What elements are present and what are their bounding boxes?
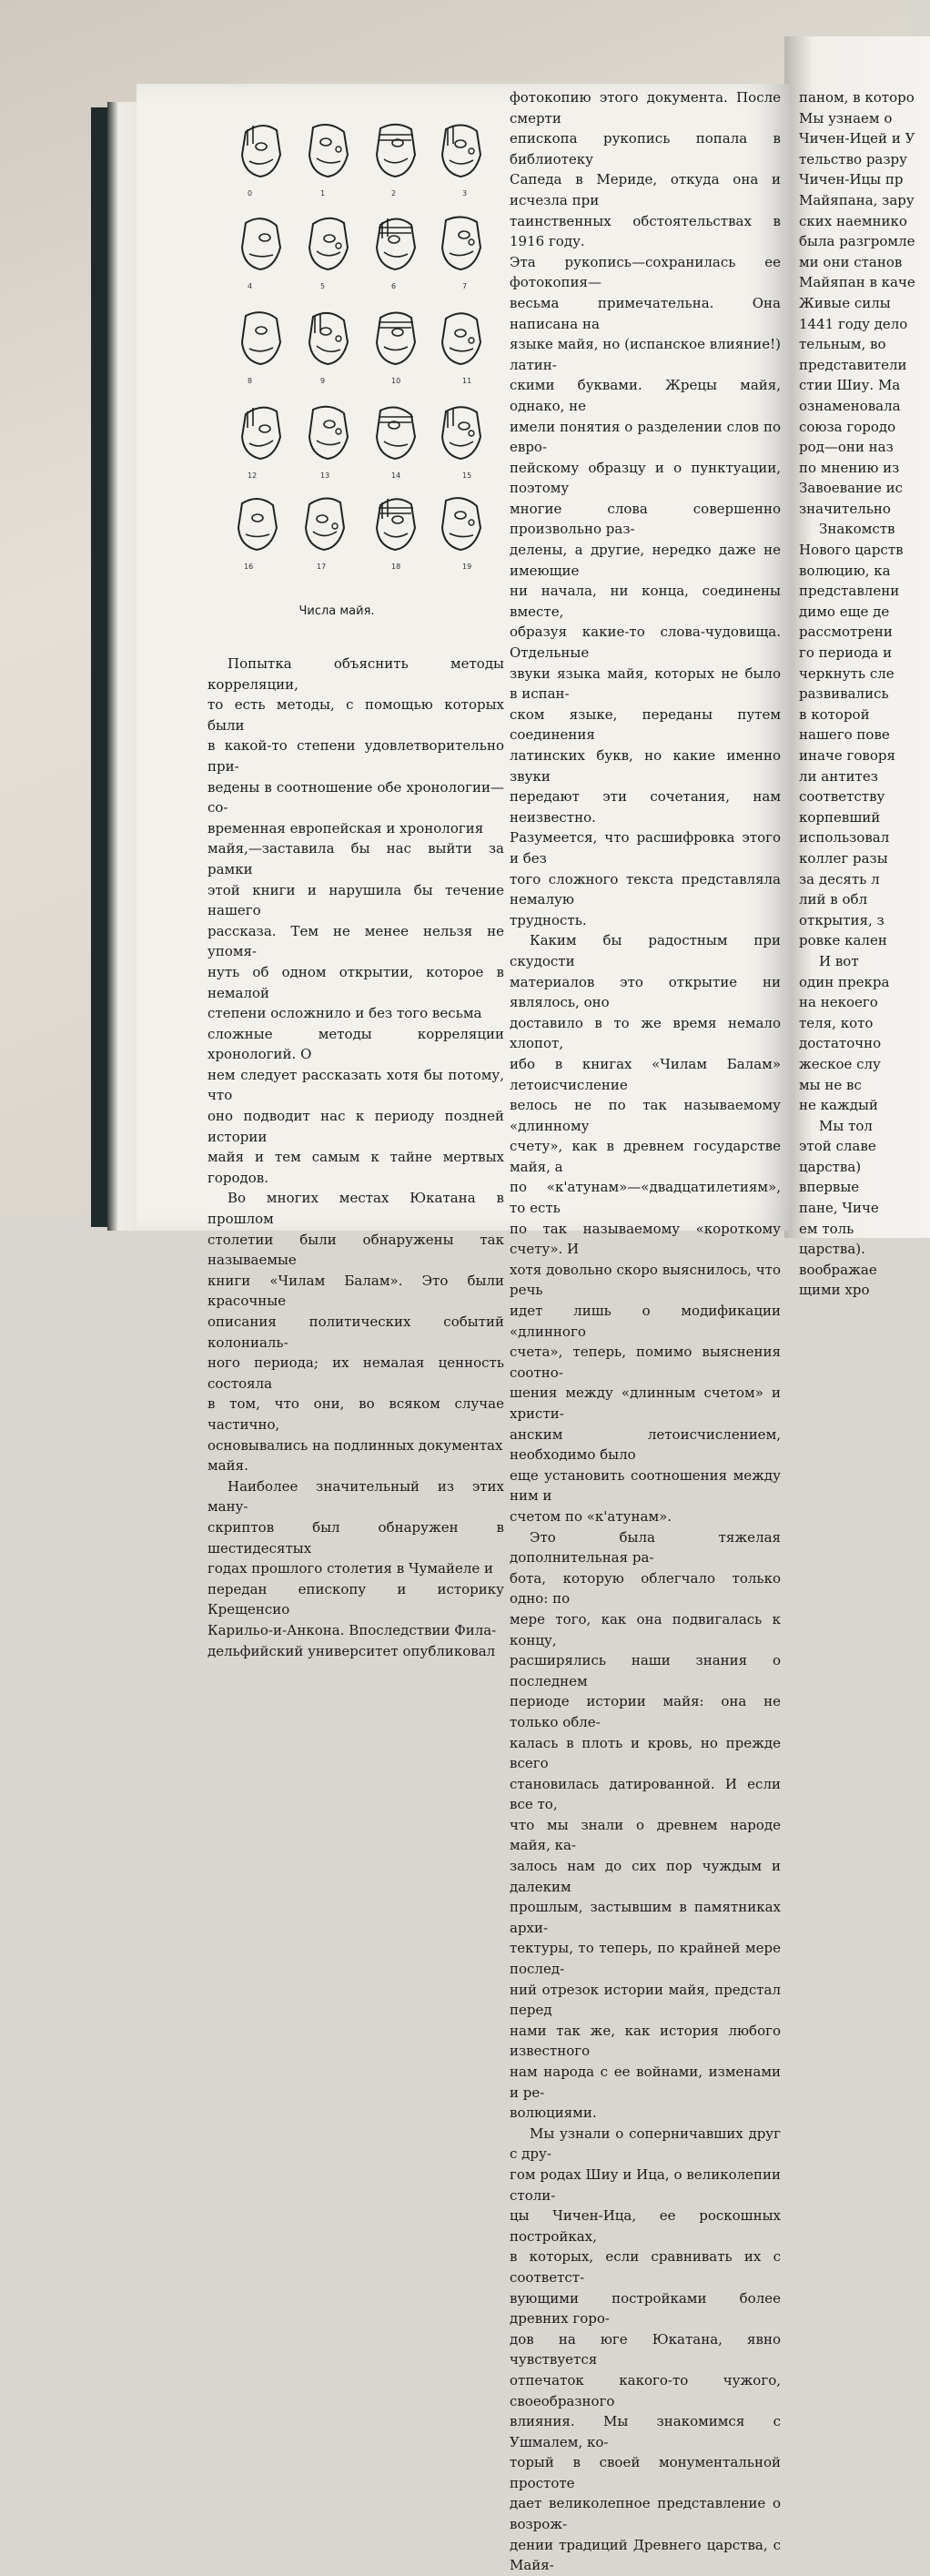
- text-line: лий в обл: [799, 891, 868, 908]
- text-line: царства): [799, 1158, 862, 1175]
- text-line: корпевший: [799, 808, 881, 826]
- text-line: Каким бы радостным при скудости: [510, 932, 781, 969]
- text-line: латинских букв, но какие именно звуки: [510, 747, 781, 785]
- maya-numeral-glyph: [435, 118, 488, 182]
- text-line: залось нам до сих пор чуждым и далеким: [510, 1858, 781, 1895]
- maya-numeral-glyph: [435, 211, 488, 275]
- text-line: скими буквами. Жрецы майя, однако, не: [510, 377, 781, 414]
- maya-numeral-glyph: [369, 306, 422, 370]
- text-line: в том, что они, во всяком случае частично,: [207, 1395, 504, 1433]
- text-line: столетии были обнаружены так называемые: [207, 1231, 504, 1269]
- maya-numeral-glyph: [369, 401, 422, 464]
- text-line: пейскому образцу и о пунктуации, поэтому: [510, 459, 781, 497]
- text-line: имели понятия о разделении слов по евро-: [510, 418, 781, 456]
- text-line: по мнению из: [799, 459, 900, 476]
- text-line: анским летоисчислением, необходимо было: [510, 1425, 781, 1464]
- maya-numeral-glyph: [435, 306, 488, 370]
- text-line: один прекра: [799, 973, 890, 990]
- text-line: димо еще де: [799, 603, 890, 620]
- text-line: дов на юге Юкатана, явно чувствуется: [510, 2330, 781, 2368]
- text-line: то есть методы, с помощью которых были: [207, 696, 504, 734]
- text-line: мы не вс: [799, 1076, 862, 1093]
- text-line: торый в своей монументальной простоте: [510, 2454, 781, 2491]
- left-text-column: [207, 654, 504, 1661]
- text-line: майя,—заставила бы нас выйти за рамки: [207, 840, 504, 877]
- text-line: ском языке, переданы путем соединения: [510, 705, 781, 744]
- text-line: вующими постройками более древних горо-: [510, 2289, 781, 2328]
- maya-numeral-glyph: [302, 306, 355, 370]
- text-line: временная европейская и хронология: [207, 819, 484, 837]
- text-line: царства).: [799, 1241, 865, 1258]
- text-line: нашего пове: [799, 726, 890, 744]
- text-line: калась в плоть и кровь, но прежде всего: [510, 1734, 781, 1772]
- right-page-text-column: [799, 87, 915, 1301]
- text-line: по «к'атунам»—«двадцатилетиям», то есть: [510, 1179, 781, 1217]
- maya-numeral-glyph: [302, 211, 355, 275]
- text-line: хотя довольно скоро выяснилось, что речь: [510, 1261, 781, 1299]
- text-line: майя.: [207, 1457, 248, 1475]
- text-line: дает великолепное представление о возрож-: [510, 2495, 781, 2533]
- text-line: впервые: [799, 1179, 860, 1196]
- text-line: становилась датированной. И если все то,: [510, 1775, 781, 1813]
- text-line: достаточно: [799, 1035, 882, 1052]
- text-line: прошлым, застывшим в памятниках архи-: [510, 1899, 781, 1936]
- glyph-number-label: 16: [244, 563, 254, 571]
- figure-caption: Числа майя.: [298, 604, 375, 618]
- middle-text-column: [510, 87, 781, 2576]
- maya-numeral-glyph: [369, 492, 422, 555]
- text-line: этой славе: [799, 1138, 876, 1155]
- text-line: Это была тяжелая дополнительная ра-: [510, 1528, 781, 1567]
- text-line: нуть об одном открытии, которое в немалой: [207, 963, 504, 1001]
- text-line: Майяпана, зару: [799, 191, 915, 208]
- text-line: ровке кален: [799, 932, 887, 949]
- text-line: этой книги и нарушила бы течение нашего: [207, 881, 504, 919]
- text-line: волюциями.: [510, 2104, 597, 2122]
- text-line: Разумеется, что расшифровка этого и без: [510, 829, 781, 867]
- maya-numeral-glyph: [369, 118, 422, 182]
- text-line: го периода и: [799, 644, 893, 662]
- text-line: пане, Чиче: [799, 1200, 879, 1217]
- text-line: рассмотрени: [799, 624, 893, 641]
- text-line: Мы тол: [819, 1117, 873, 1134]
- text-line: паном, в которо: [799, 89, 915, 106]
- text-line: стии Шиу. Ма: [799, 377, 901, 394]
- text-line: была разгромле: [799, 233, 915, 250]
- text-line: 1441 году дело: [799, 315, 908, 332]
- text-line: значительно: [799, 500, 891, 517]
- text-line: нами так же, как история любого известного: [510, 2022, 781, 2060]
- text-line: ем толь: [799, 1220, 854, 1237]
- maya-numeral-glyph: [369, 211, 422, 275]
- text-line: ведены в соотношение обе хронологии—со-: [207, 778, 504, 816]
- text-line: оно подводит нас к периоду поздней истории: [207, 1108, 504, 1145]
- maya-numeral-glyph: [302, 118, 355, 182]
- text-line: скриптов был обнаружен в шестидесятых: [207, 1518, 504, 1557]
- text-line: волюцию, ка: [799, 562, 891, 579]
- glyph-number-label: 19: [462, 563, 472, 571]
- glyph-number-label: 9: [320, 377, 326, 385]
- text-line: передан епископу и историку Крещенсио: [207, 1580, 504, 1618]
- text-line: образуя какие-то слова-чудовища. Отдельные: [510, 624, 781, 662]
- glyph-number-label: 17: [317, 563, 327, 571]
- glyph-number-label: 7: [462, 282, 468, 290]
- text-line: фотокопию этого документа. После смерти: [510, 89, 781, 127]
- text-line: ознаменовала: [799, 397, 901, 414]
- text-line: языке майя, но (испанское влияние!) латин-: [510, 336, 781, 373]
- text-line: епископа рукопись попала в библиотеку: [510, 130, 781, 167]
- text-line: ний отрезок истории майя, предстал перед: [510, 1981, 781, 2019]
- glyph-number-label: 4: [248, 282, 253, 290]
- text-line: Чичен-Ицы пр: [799, 171, 904, 188]
- glyph-number-label: 5: [320, 282, 326, 290]
- text-line: союза городо: [799, 418, 896, 435]
- text-line: воображае: [799, 1261, 877, 1278]
- text-line: ских наемнико: [799, 212, 907, 229]
- text-line: род—они наз: [799, 439, 894, 456]
- text-line: коллег разы: [799, 849, 888, 867]
- text-line: Наиболее значительный из этих ману-: [207, 1477, 504, 1516]
- text-line: счетом по «к'атунам».: [510, 1507, 672, 1525]
- text-line: Мы узнаем о: [799, 109, 893, 127]
- glyph-number-label: 2: [391, 189, 397, 198]
- text-line: мере того, как она подвигалась к концу,: [510, 1610, 781, 1648]
- text-line: развивались: [799, 685, 889, 703]
- glyph-number-label: 3: [462, 189, 468, 198]
- text-line: в какой-то степени удовлетворительно при-: [207, 737, 504, 775]
- text-line: годах прошлого столетия в Чумайеле и: [207, 1560, 494, 1577]
- text-line: влияния. Мы знакомимся с Ушмалем, ко-: [510, 2413, 781, 2450]
- text-line: нам народа с ее войнами, изменами и ре-: [510, 2064, 781, 2101]
- glyph-number-label: 15: [462, 472, 472, 480]
- text-line: Майяпан в каче: [799, 274, 915, 291]
- text-line: отпечаток какого-то чужого, своеобразного: [510, 2371, 781, 2409]
- glyph-number-label: 1: [320, 189, 326, 198]
- glyph-number-label: 18: [391, 563, 401, 571]
- text-line: шения между «длинным счетом» и христи-: [510, 1384, 781, 1422]
- maya-numeral-glyph: [231, 492, 284, 555]
- maya-numeral-glyph: [435, 401, 488, 464]
- glyph-number-label: 8: [248, 377, 253, 385]
- text-line: описания политических событий колониаль-: [207, 1313, 504, 1351]
- text-line: Знакомств: [819, 521, 895, 538]
- text-line: периоде истории майя: она не только обле-: [510, 1693, 781, 1730]
- text-line: счету», как в древнем государстве майя, а: [510, 1138, 781, 1175]
- glyph-number-label: 0: [248, 189, 253, 198]
- maya-numeral-glyph: [235, 118, 288, 182]
- text-line: использовал: [799, 829, 890, 847]
- text-line: по так называемому «короткому счету». И: [510, 1220, 781, 1258]
- text-line: ми они станов: [799, 253, 903, 270]
- text-line: многие слова совершенно произвольно раз-: [510, 500, 781, 538]
- maya-numeral-glyph: [302, 401, 355, 464]
- text-line: весьма примечательна. Она написана на: [510, 294, 781, 332]
- text-line: трудность.: [510, 911, 587, 928]
- text-line: Эта рукопись—сохранилась ее фотокопия—: [510, 253, 781, 291]
- text-line: в которых, если сравнивать их с соответст-: [510, 2248, 781, 2286]
- text-line: цы Чичен-Ица, ее роскошных постройках,: [510, 2207, 781, 2245]
- maya-numeral-glyph: [235, 306, 288, 370]
- text-line: представители: [799, 356, 907, 373]
- text-line: того сложного текста представляла немалую: [510, 870, 781, 908]
- text-line: жеское слу: [799, 1055, 881, 1072]
- text-line: ного периода; их немалая ценность состояла: [207, 1354, 504, 1392]
- maya-numeral-glyph: [235, 211, 288, 275]
- glyph-number-label: 12: [248, 472, 258, 480]
- text-line: передают эти сочетания, нам неизвестно.: [510, 788, 781, 826]
- text-line: И вот: [819, 952, 859, 969]
- text-line: ли антитез: [799, 767, 878, 785]
- text-line: Завоевание ис: [799, 480, 904, 497]
- text-line: материалов это открытие ни являлось, оно: [510, 973, 781, 1011]
- text-line: гом родах Шиу и Ица, о великолепии столи-: [510, 2165, 781, 2204]
- text-line: на некоего: [799, 994, 878, 1011]
- text-line: Во многих местах Юкатана в прошлом: [207, 1190, 504, 1228]
- text-line: таинственных обстоятельствах в 1916 году.: [510, 212, 781, 250]
- text-line: щими хро: [799, 1282, 870, 1299]
- text-line: счета», теперь, помимо выяснения соотно-: [510, 1344, 781, 1381]
- text-line: не каждый: [799, 1097, 878, 1114]
- text-line: доставило в то же время немало хлопот,: [510, 1014, 781, 1052]
- text-line: сложные методы корреляции хронологий. О: [207, 1025, 504, 1063]
- glyph-number-label: 13: [320, 472, 330, 480]
- text-line: ибо в книгах «Чилам Балам» летоисчисление: [510, 1055, 781, 1093]
- glyph-number-label: 10: [391, 377, 401, 385]
- text-line: Мы узнали о соперничавших друг с дру-: [510, 2125, 781, 2163]
- text-line: ни начала, ни конца, соединены вместе,: [510, 583, 781, 620]
- text-line: делены, а другие, нередко даже не имеющие: [510, 542, 781, 579]
- text-line: представлени: [799, 583, 900, 600]
- text-line: Живые силы: [799, 294, 891, 311]
- text-line: степени осложнило и без того весьма: [207, 1005, 482, 1022]
- text-line: черкнуть сле: [799, 664, 895, 682]
- text-line: книги «Чилам Балам». Это были красочные: [207, 1272, 504, 1310]
- maya-numeral-glyph: [435, 492, 488, 555]
- text-line: велось не по так называемому «длинному: [510, 1097, 781, 1134]
- text-line: дельфийский университет опубликовал: [207, 1642, 496, 1659]
- text-line: рассказа. Тем не менее нельзя не упомя-: [207, 922, 504, 960]
- maya-numeral-glyph: [235, 401, 288, 464]
- text-line: идет лишь о модификации «длинного: [510, 1303, 781, 1340]
- glyph-number-label: 6: [391, 282, 397, 290]
- text-line: майя и тем самым к тайне мертвых городов.: [207, 1149, 504, 1186]
- text-line: иначе говоря: [799, 747, 895, 764]
- text-line: бота, которую облегчало только одно: по: [510, 1569, 781, 1607]
- text-line: Карильо-и-Анкона. Впоследствии Фила-: [207, 1621, 497, 1638]
- glyph-number-label: 14: [391, 472, 401, 480]
- text-line: тельство разру: [799, 150, 907, 167]
- text-line: дении традиций Древнего царства, с Майя-: [510, 2536, 781, 2574]
- text-line: что мы знали о древнем народе майя, ка-: [510, 1816, 781, 1854]
- text-line: Нового царств: [799, 542, 904, 559]
- text-line: основывались на подлинных документах: [207, 1436, 503, 1454]
- text-line: за десять л: [799, 870, 880, 887]
- text-line: тектуры, то теперь, по крайней мере послед-: [510, 1940, 781, 1978]
- glyph-number-label: 11: [462, 377, 472, 385]
- text-line: Сапеда в Мериде, откуда она и исчезла при: [510, 171, 781, 208]
- text-line: Попытка объяснить методы корреляции,: [207, 655, 504, 693]
- text-line: теля, кото: [799, 1014, 874, 1031]
- text-line: звуки языка майя, которых не было в испан-: [510, 664, 781, 703]
- text-line: Чичен-Ицей и У: [799, 130, 915, 147]
- text-line: нем следует рассказать хотя бы потому, что: [207, 1066, 504, 1104]
- text-line: еще установить соотношения между ним и: [510, 1466, 781, 1505]
- text-line: расширялись наши знания о последнем: [510, 1652, 781, 1689]
- text-line: открытия, з: [799, 911, 885, 928]
- text-line: тельным, во: [799, 336, 886, 353]
- text-line: соответству: [799, 788, 885, 806]
- maya-numeral-glyph: [298, 492, 351, 555]
- text-line: в которой: [799, 705, 870, 723]
